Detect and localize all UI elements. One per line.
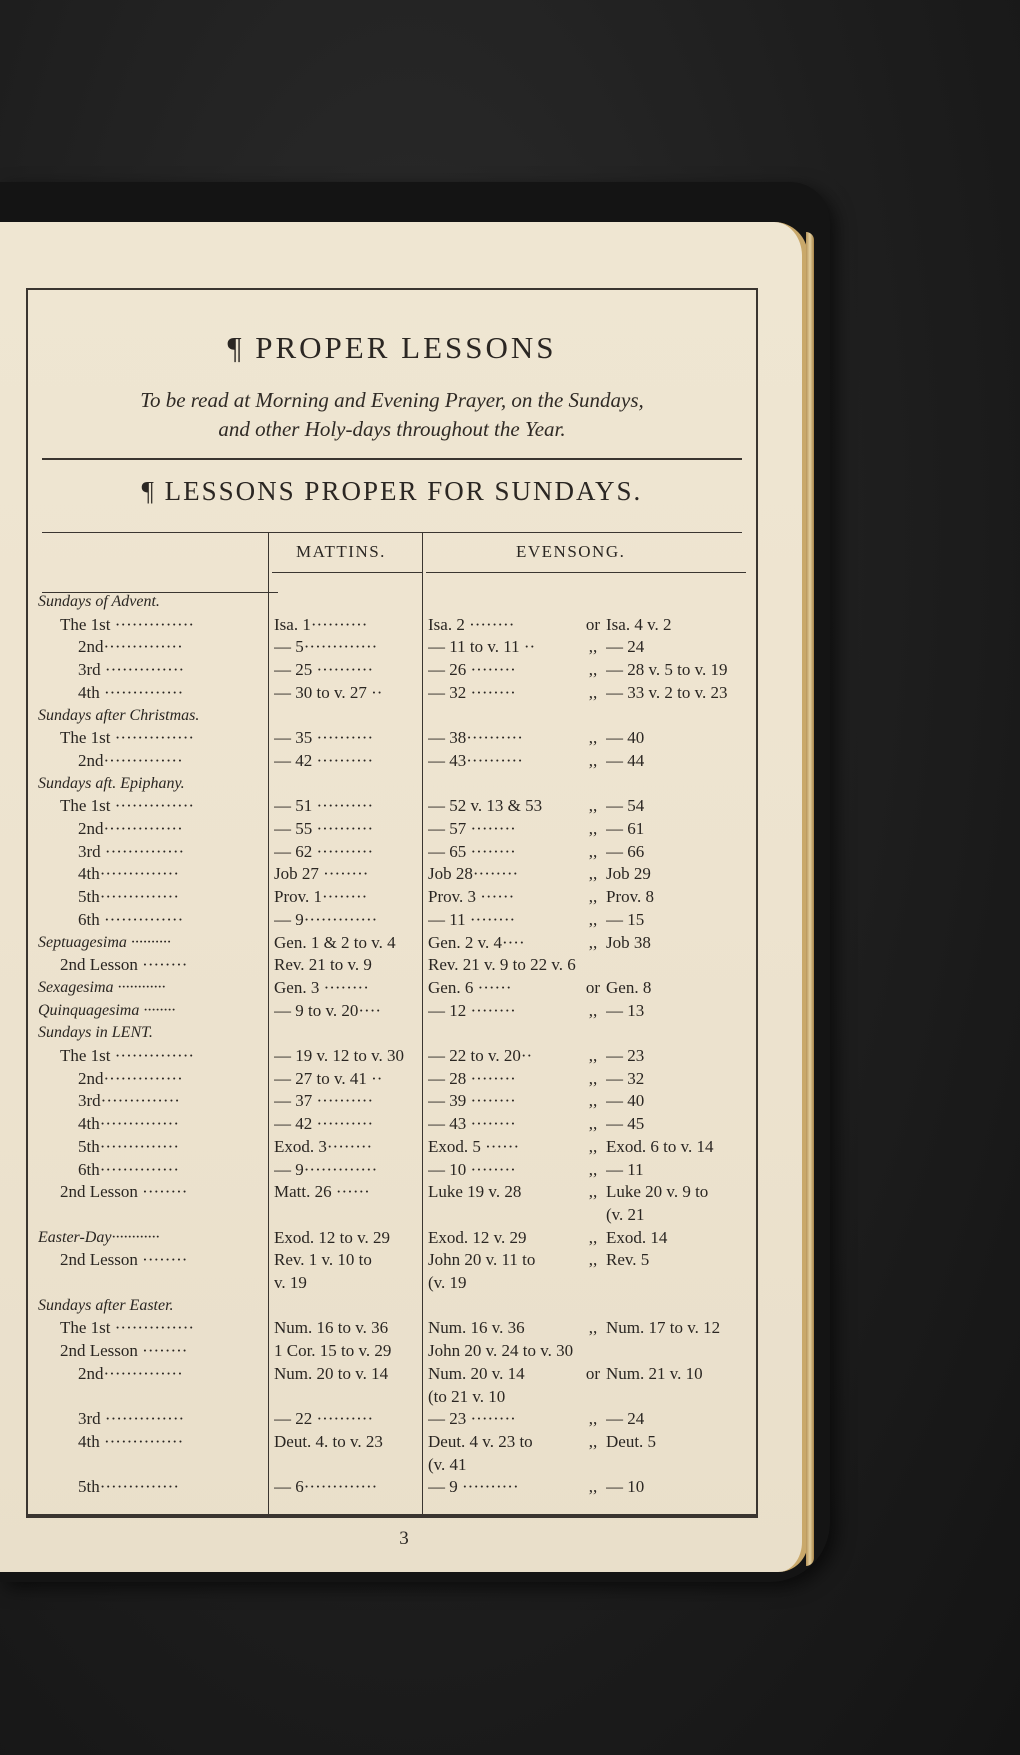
evensong-lesson: Num. 16 v. 36 — [428, 1318, 525, 1338]
day-label: The 1st ·············· — [60, 728, 195, 748]
evensong-separator: ,, — [588, 864, 598, 884]
evensong-alternative: Deut. 5 — [606, 1431, 657, 1451]
day-label: The 1st ·············· — [60, 1318, 195, 1338]
subtitle-line-1: To be read at Morning and Evening Prayer, on the Sundays, — [140, 388, 644, 412]
evensong-separator: or — [585, 614, 601, 634]
table-row — [28, 953, 756, 976]
evensong-separator: ,, — [588, 1000, 598, 1020]
evensong-lesson: (to 21 v. 10 — [428, 1386, 506, 1406]
table-row — [28, 1316, 756, 1339]
evensong-alternative: Exod. 14 — [606, 1227, 668, 1247]
evensong-alternative: — 10 — [606, 1477, 645, 1497]
evensong-lesson: — 23 ········ — [428, 1409, 516, 1429]
mattins-lesson: Gen. 1 & 2 to v. 4 — [274, 932, 396, 952]
table-row — [28, 1203, 756, 1226]
evensong-separator: or — [585, 977, 601, 997]
day-label: Quinquagesima ········ — [38, 1001, 176, 1019]
evensong-lesson: Isa. 2 ········ — [428, 614, 515, 634]
mattins-lesson: — 55 ·········· — [274, 819, 374, 838]
evensong-alternative: — 23 — [606, 1046, 645, 1065]
evensong-lesson: — 38·········· — [428, 728, 523, 748]
evensong-alternative: — 45 — [606, 1114, 645, 1134]
evensong-lesson: — 57 ········ — [428, 819, 516, 838]
evensong-separator: ,, — [588, 637, 598, 657]
evensong-lesson: John 20 v. 24 to v. 30 — [428, 1341, 574, 1361]
mattins-lesson: Exod. 12 to v. 29 — [274, 1227, 391, 1247]
mattins-lesson: — 51 ·········· — [274, 796, 374, 816]
evensong-separator: ,, — [588, 909, 598, 929]
evensong-lesson: — 22 to v. 20·· — [428, 1046, 533, 1065]
day-label: Sundays after Easter. — [38, 1296, 174, 1314]
day-label: 2nd·············· — [78, 1363, 183, 1383]
mattins-lesson: — 25 ·········· — [274, 660, 374, 680]
table-row — [28, 613, 756, 636]
evensong-separator: ,, — [588, 1091, 598, 1111]
section-heading: ¶ LESSONS PROPER FOR SUNDAYS. — [141, 476, 643, 506]
evensong-lesson: Prov. 3 ······ — [428, 887, 515, 907]
mattins-lesson: — 42 ·········· — [274, 1114, 374, 1134]
mattins-lesson: — 19 v. 12 to v. 30 — [274, 1046, 405, 1065]
evensong-alternative: Isa. 4 v. 2 — [606, 614, 672, 634]
evensong-alternative: — 11 — [606, 1159, 644, 1179]
table-row — [28, 1362, 756, 1385]
evensong-lesson: — 28 ········ — [428, 1068, 516, 1088]
day-label: 3rd ·············· — [78, 841, 185, 861]
evensong-separator: ,, — [588, 1182, 598, 1202]
evensong-lesson: Luke 19 v. 28 — [428, 1182, 522, 1202]
evensong-lesson: — 11 ········ — [428, 909, 516, 929]
table-row — [28, 1339, 756, 1362]
table-row — [28, 635, 756, 658]
evensong-separator: ,, — [588, 1318, 598, 1338]
day-label: 2nd Lesson ········ — [60, 1250, 188, 1270]
evensong-lesson: — 26 ········ — [428, 660, 516, 680]
table-row — [28, 1271, 756, 1294]
table-row — [28, 749, 756, 772]
mattins-lesson: — 42 ·········· — [274, 750, 374, 770]
mattins-lesson: Num. 16 to v. 36 — [274, 1318, 389, 1338]
table-row — [28, 1135, 756, 1158]
mattins-lesson: — 5············· — [274, 637, 378, 657]
evensong-separator: ,, — [588, 1227, 598, 1247]
day-label: 3rd ·············· — [78, 1409, 185, 1429]
evensong-separator: ,, — [588, 1114, 598, 1134]
evensong-lesson: Exod. 5 ······ — [428, 1136, 520, 1156]
page-number: 3 — [399, 1528, 409, 1549]
day-label: 2nd·············· — [78, 1068, 183, 1088]
mattins-lesson: Prov. 1········ — [274, 887, 368, 907]
evensong-alternative: — 32 — [606, 1068, 645, 1088]
evensong-lesson: — 11 to v. 11 ·· — [428, 637, 536, 657]
page-title: ¶ PROPER LESSONS — [227, 330, 557, 365]
table-row — [28, 1021, 756, 1044]
day-label: 4th ·············· — [78, 682, 184, 702]
evensong-separator: ,, — [588, 1136, 598, 1156]
evensong-alternative: — 15 — [606, 909, 645, 929]
evensong-lesson: — 32 ········ — [428, 682, 516, 702]
evensong-separator: ,, — [588, 1431, 598, 1451]
table-row — [28, 704, 756, 727]
evensong-separator: ,, — [588, 750, 598, 770]
mattins-lesson: — 37 ·········· — [274, 1091, 374, 1111]
day-label: Easter-Day············ — [38, 1228, 160, 1246]
evensong-separator: ,, — [588, 887, 598, 907]
table-row — [28, 590, 756, 613]
mattins-lesson: Num. 20 to v. 14 — [274, 1363, 389, 1383]
evensong-lesson: Gen. 2 v. 4···· — [428, 932, 525, 952]
day-label: 5th·············· — [78, 887, 179, 907]
mattins-lesson: — 35 ·········· — [274, 728, 374, 748]
day-label: 2nd·············· — [78, 819, 183, 838]
table-row — [28, 1044, 756, 1067]
table-row — [28, 1180, 756, 1203]
evensong-separator: ,, — [588, 1477, 598, 1497]
day-label: 2nd Lesson ········ — [60, 955, 188, 975]
title-rule — [42, 458, 742, 460]
table-row — [28, 1453, 756, 1476]
evensong-lesson: — 12 ········ — [428, 1000, 516, 1020]
table-row — [28, 976, 756, 999]
evensong-alternative: — 61 — [606, 819, 645, 838]
day-label: Sundays aft. Epiphany. — [38, 774, 185, 792]
mattins-lesson: v. 19 — [274, 1273, 307, 1292]
book-page — [0, 222, 808, 1572]
evensong-lesson: — 9 ·········· — [428, 1477, 519, 1497]
evensong-lesson: (v. 41 — [428, 1454, 467, 1474]
mattins-lesson: Rev. 21 to v. 9 — [274, 955, 372, 975]
day-label: 2nd·············· — [78, 750, 183, 770]
mattins-lesson: Gen. 3 ········ — [274, 977, 369, 997]
evensong-alternative: (v. 21 — [606, 1204, 645, 1224]
evensong-lesson: (v. 19 — [428, 1273, 467, 1292]
table-row — [28, 1294, 756, 1317]
evensong-alternative: Gen. 8 — [606, 977, 652, 997]
table-row — [28, 1248, 756, 1271]
evensong-alternative: Num. 17 to v. 12 — [606, 1318, 721, 1338]
evensong-alternative: — 40 — [606, 728, 645, 748]
page-frame — [26, 288, 758, 1518]
evensong-separator: ,, — [588, 1159, 598, 1179]
gilt-page-edge — [806, 232, 814, 1566]
mattins-lesson: — 9············· — [274, 909, 378, 929]
mattins-lesson: — 9 to v. 20···· — [274, 1000, 382, 1020]
table-row — [28, 840, 756, 863]
mattins-lesson: Isa. 1·········· — [274, 614, 368, 634]
table-row — [28, 1089, 756, 1112]
mattins-lesson: Deut. 4. to v. 23 — [274, 1431, 383, 1451]
evensong-separator: ,, — [588, 728, 598, 748]
day-label: Sexagesima ············ — [38, 978, 166, 996]
evensong-separator: ,, — [588, 1068, 598, 1088]
table-row — [28, 817, 756, 840]
page-subtitle — [28, 386, 756, 444]
evensong-lesson: Gen. 6 ······ — [428, 977, 512, 997]
column-header-evensong: EVENSONG. — [516, 542, 626, 561]
day-label: Sundays after Christmas. — [38, 706, 200, 724]
evensong-lesson: Job 28········ — [428, 864, 519, 884]
evensong-separator: ,, — [588, 819, 598, 838]
evensong-separator: ,, — [588, 841, 598, 861]
evensong-alternative: — 44 — [606, 750, 645, 770]
evensong-separator: ,, — [588, 1250, 598, 1270]
mattins-lesson: Rev. 1 v. 10 to — [274, 1250, 372, 1270]
table-row — [28, 658, 756, 681]
mattins-lesson: Job 27 ········ — [274, 864, 369, 884]
mattins-lesson: — 6············· — [274, 1477, 378, 1497]
evensong-alternative: Luke 20 v. 9 to — [606, 1182, 709, 1202]
evensong-lesson: — 65 ········ — [428, 841, 516, 861]
table-row — [28, 908, 756, 931]
evensong-separator: ,, — [588, 660, 598, 680]
evensong-alternative: — 24 — [606, 637, 645, 657]
table-row — [28, 1112, 756, 1135]
evensong-alternative: Job 29 — [606, 864, 651, 884]
day-label: 6th·············· — [78, 1159, 179, 1179]
evensong-alternative: Rev. 5 — [606, 1250, 650, 1270]
evensong-lesson: — 10 ········ — [428, 1159, 516, 1179]
mattins-lesson: 1 Cor. 15 to v. 29 — [274, 1341, 392, 1361]
evensong-alternative: Prov. 8 — [606, 887, 655, 907]
day-label: 5th·············· — [78, 1136, 179, 1156]
evensong-lesson: Deut. 4 v. 23 to — [428, 1431, 533, 1451]
evensong-alternative: — 13 — [606, 1000, 645, 1020]
day-label: Sundays in LENT. — [38, 1024, 153, 1042]
mattins-lesson: Exod. 3········ — [274, 1136, 373, 1156]
heading-rule — [42, 532, 742, 533]
table-row — [28, 999, 756, 1022]
table-row — [28, 1475, 756, 1498]
evensong-lesson: Exod. 12 v. 29 — [428, 1227, 527, 1247]
day-label: Sundays of Advent. — [38, 593, 160, 610]
evensong-separator: ,, — [588, 1409, 598, 1429]
table-row — [28, 1385, 756, 1408]
evensong-alternative: — 54 — [606, 796, 645, 816]
day-label: 5th·············· — [78, 1477, 179, 1497]
evensong-alternative: — 28 v. 5 to v. 19 — [606, 660, 728, 680]
subtitle-line-2: and other Holy-days throughout the Year. — [218, 417, 566, 441]
mattins-lesson: — 9············· — [274, 1159, 378, 1179]
evensong-alternative: Job 38 — [606, 932, 651, 952]
mattins-lesson: — 30 to v. 27 ·· — [274, 682, 383, 702]
evensong-alternative: — 40 — [606, 1091, 645, 1111]
table-row — [28, 681, 756, 704]
evensong-separator: or — [585, 1363, 601, 1383]
evensong-lesson: Num. 20 v. 14 — [428, 1363, 525, 1383]
day-label: 3rd ·············· — [78, 660, 185, 680]
table-row — [28, 794, 756, 817]
table-row — [28, 772, 756, 795]
table-row — [28, 1226, 756, 1249]
evensong-lesson: — 52 v. 13 & 53 — [428, 796, 543, 816]
evensong-lesson: — 43 ········ — [428, 1114, 516, 1134]
day-label: The 1st ·············· — [60, 614, 195, 634]
evensong-separator: ,, — [588, 932, 598, 952]
table-row — [28, 1407, 756, 1430]
mattins-lesson: — 22 ·········· — [274, 1409, 374, 1429]
mattins-lesson: Matt. 26 ······ — [274, 1182, 370, 1202]
evensong-separator: ,, — [588, 682, 598, 702]
day-label: 4th ·············· — [78, 1431, 184, 1451]
evensong-separator: ,, — [588, 1046, 598, 1065]
day-label: 2nd·············· — [78, 637, 183, 657]
day-label: 4th·············· — [78, 864, 179, 884]
mattins-lesson: — 27 to v. 41 ·· — [274, 1068, 383, 1088]
table-row — [28, 1158, 756, 1181]
table-row — [28, 885, 756, 908]
evensong-alternative: Num. 21 v. 10 — [606, 1363, 703, 1383]
table-bottom-rule — [28, 1514, 756, 1516]
mattins-lesson: — 62 ·········· — [274, 841, 374, 861]
evensong-lesson: — 43·········· — [428, 750, 523, 770]
day-label: Septuagesima ·········· — [38, 933, 171, 951]
table-row — [28, 931, 756, 954]
day-label: 3rd·············· — [78, 1091, 180, 1111]
table-row — [28, 726, 756, 749]
table-row — [28, 1067, 756, 1090]
evensong-alternative: Exod. 6 to v. 14 — [606, 1136, 714, 1156]
day-label: The 1st ·············· — [60, 1046, 195, 1065]
evensong-separator: ,, — [588, 796, 598, 816]
evensong-lesson: Rev. 21 v. 9 to 22 v. 6 — [428, 955, 576, 975]
day-label: 4th·············· — [78, 1114, 179, 1134]
evensong-alternative: — 66 — [606, 841, 645, 861]
table-row — [28, 862, 756, 885]
table-row — [28, 1430, 756, 1453]
column-header-mattins: MATTINS. — [296, 542, 386, 561]
evensong-lesson: John 20 v. 11 to — [428, 1250, 536, 1270]
day-label: 2nd Lesson ········ — [60, 1182, 188, 1202]
column-rule-evensong — [426, 572, 746, 573]
day-label: 2nd Lesson ········ — [60, 1341, 188, 1361]
evensong-lesson: — 39 ········ — [428, 1091, 516, 1111]
day-label: The 1st ·············· — [60, 796, 195, 816]
evensong-alternative: — 33 v. 2 to v. 23 — [606, 682, 728, 702]
day-label: 6th ·············· — [78, 909, 184, 929]
evensong-alternative: — 24 — [606, 1409, 645, 1429]
column-rule-mattins — [272, 572, 422, 573]
